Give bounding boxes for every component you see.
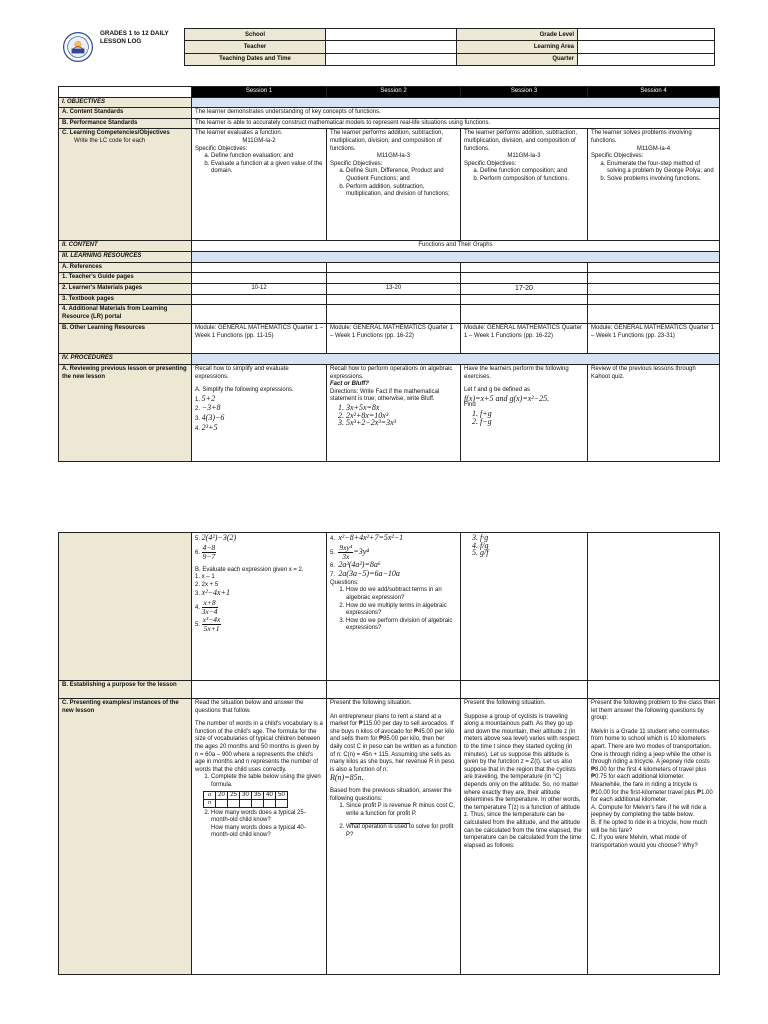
vocab-table-n-cell[interactable]: [264, 799, 276, 807]
page-2: [58, 532, 719, 975]
review-s1-b-item-3: 3. x²−4x+1: [195, 588, 230, 598]
form-title-line2: LESSON LOG: [100, 38, 142, 45]
review-cont-session-1: [192, 533, 327, 681]
comp-s1-spec: Specific Objectives:: [195, 145, 248, 152]
competency-session-2: [327, 129, 461, 241]
learning-area-label: Learning Area: [457, 41, 578, 53]
performance-standards-text: The learner is able to accurately construct mathematical models to represent real-life situations using functions.: [192, 118, 720, 129]
dates-field[interactable]: [326, 53, 457, 65]
vocabulary-table: [203, 791, 288, 808]
performance-standards-label: B. Performance Standards: [59, 118, 192, 129]
vocab-table-n-cell[interactable]: [276, 799, 288, 807]
competencies-title: C. Learning Competencies/Objectives: [62, 130, 170, 137]
purpose-s2: [327, 681, 461, 699]
review-s1-item-4: 4. 2³+5: [195, 422, 218, 432]
review-cont-session-3: [461, 533, 588, 681]
tb-s2: [327, 294, 461, 305]
session-1-header: Session 1: [192, 87, 327, 98]
quarter-label: Quarter: [457, 53, 578, 65]
vocab-table-n-cell[interactable]: [228, 799, 240, 807]
tg-s2: [327, 273, 461, 284]
review-s1-b-item-5: 5. $\frac{\text{x³−4x}}{5x+1}$: [195, 614, 221, 633]
review-s1-item-2: 2. −3+8: [195, 403, 221, 413]
header: [58, 28, 719, 66]
comp-s3-code: M11GM-Ia-3: [507, 153, 541, 160]
examples-s4-part-b: B. If he opted to ride in a tricycle, how much will be his fare?: [591, 819, 708, 834]
page-1: [58, 28, 719, 462]
lesson-log-table-page1: [58, 86, 720, 462]
comp-s4-a: a. Enumerate the four-step method of solving a problem by George Polya; and: [607, 161, 716, 176]
learning-area-field[interactable]: [578, 41, 715, 53]
header-meta-table: [184, 28, 715, 66]
purpose-label: B. Establishing a purpose for the lesson: [59, 681, 192, 699]
references-label: A. References: [59, 262, 192, 273]
vocab-table-a-cell: 35: [252, 791, 264, 799]
form-title-line1: GRADES 1 to 12 DAILY: [100, 30, 169, 37]
comp-s4-b: b. Solve problems involving functions.: [607, 176, 716, 184]
review-s2-item-6: 6. 2a³(4a²)=8a⁶: [330, 559, 381, 569]
review-cont-session-2: [327, 533, 461, 681]
objectives-band: [192, 97, 720, 108]
examples-label: C. Presenting examples/ instances of the new lesson: [59, 699, 192, 975]
review-s2-directions: Directions: Write Fact if the mathematical statement is true; otherwise, write Bluff.: [330, 388, 440, 403]
tg-s1: [192, 273, 327, 284]
lr-s1: [192, 305, 327, 324]
competency-session-4: [588, 129, 720, 241]
lr-s4: [588, 305, 720, 324]
review-s2-question-1: 1. How do we add/subtract terms in an algebraic expression?: [346, 587, 457, 602]
vocab-table-n-cell[interactable]: [252, 799, 264, 807]
purpose-s1: [192, 681, 327, 699]
school-label: School: [185, 29, 326, 41]
lm-s2: 13-20: [327, 283, 461, 294]
comp-s1-b: b. Evaluate a function at a given value of the domain.: [211, 161, 323, 176]
examples-session-4: [588, 699, 720, 975]
lr-portal-label: 4. Additional Materials from Learning Resource (LR) portal: [59, 305, 192, 324]
review-s3-item-5: 5. g/f: [480, 549, 584, 557]
examples-s1-body: The number of words in a child's vocabulary is a function of the child's age. The formula for the size of vocabularies of typical children between the ages 20 months and 50 months is given by n = 60a – 900 where a represents the child's age in months and n represents the number of words that the child uses correctly.: [195, 721, 323, 773]
form-title: [98, 28, 184, 66]
examples-session-1: [192, 699, 327, 975]
review-s1-item-3: 3. 4(3)−6: [195, 412, 225, 422]
examples-s1-intro: Read the situation below and answer the questions that follow.: [195, 700, 304, 714]
competency-session-3: [461, 129, 588, 241]
grade-level-field[interactable]: [578, 29, 715, 41]
tb-s4: [588, 294, 720, 305]
examples-s3-intro: Present the following situation.: [464, 700, 546, 706]
examples-s1-question-2a: 2. How many words does a typical 25-month-old child know?: [211, 809, 306, 824]
review-s3-intro: Have the learners perform the following exercises.: [464, 365, 569, 380]
examples-s1-question-2: [211, 810, 323, 840]
examples-s2-question-1: 1. Since profit P is revenue R minus cost C, write a function for profit P.: [346, 803, 457, 818]
review-s1-b-item-2: 2. 2x + 5: [195, 581, 219, 588]
review-s2-title: Fact or Bluff?: [330, 381, 369, 388]
review-label: A. Reviewing previous lesson or presenting the new lesson: [59, 364, 192, 461]
references-s3: [461, 262, 588, 273]
tg-s4: [588, 273, 720, 284]
examples-s4-part-c: C. If you were Melvin, what mode of transportation would you choose? Why?: [591, 835, 698, 849]
review-s1-item-1: 1. 5+2: [195, 393, 216, 403]
examples-s2-formula: R(n)=85n.: [330, 773, 364, 783]
review-s2-item-4: 4. x²−8+4x²+7=5x²−1: [330, 533, 404, 542]
review-s2-item-1: 1. 3x+5x=8x: [346, 404, 457, 412]
vocab-table-n-cell[interactable]: [216, 799, 228, 807]
comp-s3-spec: Specific Objectives:: [464, 160, 517, 167]
review-s2-intro: Recall how to perform operations on algebraic expressions.: [330, 365, 453, 380]
review-s1-b-item-1: 1. x – 1: [195, 574, 215, 581]
school-field[interactable]: [326, 29, 457, 41]
lesson-log-table-page2: [58, 532, 720, 975]
comp-s4-code: M11GM-Ia-4: [636, 145, 671, 152]
vocab-table-a-header: a: [204, 791, 216, 799]
lm-s3: 17-20: [461, 283, 588, 294]
resources-band: [192, 251, 720, 262]
review-continued-label: [59, 533, 192, 681]
comp-s2-code: M11GM-Ia-3: [376, 153, 411, 160]
session-2-header: Session 2: [327, 87, 461, 98]
other-resources-label: B. Other Learning Resources: [59, 324, 192, 354]
review-s2-item-2: 2. 2x²+8x=10x³: [346, 412, 457, 420]
review-s1-b-item-4: 4. $\frac{x+8}{3x-4}$: [195, 597, 218, 616]
objectives-heading: I. OBJECTIVES: [59, 97, 192, 108]
quarter-field[interactable]: [578, 53, 715, 65]
comp-s2-spec: Specific Objectives:: [330, 160, 383, 167]
review-s3-let: Let f and g be defined as: [464, 387, 531, 394]
comp-s1-a: a. Define function evaluation; and: [211, 153, 323, 161]
examples-s4-part-a: A. Compute for Melvin's fare if he will ride a jeepney by completing the table below.: [591, 804, 707, 819]
examples-s2-body: An entrepreneur plans to rent a stand at a market for ₱115.00 per day to sell avocados. If she buys n kilos of avocado for ₱45.00 per kilo and sells them for ₱85.00 per kilo, then her daily cost C in peso can be written as a function of n: C(n) = 45n + 115. Assuming she sells as many kilos as she buys, her revenue R in peso is also a function of n:: [330, 713, 457, 773]
review-s1-item-6: 6. $\frac{4-8}{9-7}$: [195, 542, 216, 561]
review-s2-item-5: 5. $\frac{\text{9xy⁴}}{3x}$ =3y⁴: [330, 542, 370, 561]
references-s2: [327, 262, 461, 273]
deped-seal-icon: [58, 28, 98, 66]
review-s3-item-1: 1. f+g: [480, 410, 584, 418]
review-s1-part-a: A. Simplify the following expressions.: [195, 387, 294, 394]
comp-s2-b: b. Perform addition, subtraction, multiplication, and division of functions;: [346, 184, 457, 199]
vocab-table-n-cell[interactable]: [240, 799, 252, 807]
review-s1-item-5: 5. 2(4²)−3(2): [195, 533, 237, 542]
review-s3-item-3: 3. f·g: [480, 534, 584, 542]
other-res-s1: Module: GENERAL MATHEMATICS Quarter 1 – Week 1 Functions (pp. 11-15): [192, 324, 327, 354]
content-text: Functions and Their Graphs: [192, 241, 720, 252]
examples-s4-intro: Present the following problem to the class then let them answer the following questions by group:: [591, 700, 716, 722]
lr-s3: [461, 305, 588, 324]
tb-s3: [461, 294, 588, 305]
review-session-1: [192, 364, 327, 461]
resources-heading: III. LEARNING RESOURCES: [59, 251, 192, 262]
examples-s2-based: Based from the previous situation, answer the following questions:: [330, 787, 452, 802]
review-s3-item-4: 4. f/g: [480, 542, 584, 550]
references-s4: [588, 262, 720, 273]
comp-s3-a: a. Define function composition; and: [480, 168, 584, 176]
tb-s1: [192, 294, 327, 305]
comp-s4-spec: Specific Objectives:: [591, 153, 644, 160]
review-s2-questions-label: Questions:: [330, 579, 359, 586]
review-s3-definition: f(x)=x+5 and g(x)=x²−25.: [464, 393, 550, 403]
examples-s1-question-2b: How many words does a typical 40-month-old child know?: [211, 824, 306, 839]
comp-s2-a: a. Define Sum, Difference, Product and Quotient Functions; and: [346, 168, 457, 183]
comp-s3-intro: The learner performs addition, subtraction, multiplication, division, and composition of functions.: [464, 130, 578, 152]
corner-cell: [59, 87, 192, 98]
teacher-field[interactable]: [326, 41, 457, 53]
lm-s1: 10-12: [192, 283, 327, 294]
review-s1-intro: Recall how to simplify and evaluate expressions.: [195, 365, 289, 380]
review-s3-item-2: 2. f−g: [480, 418, 584, 426]
review-s1-part-b: B. Evaluate each expression given x = 2.: [195, 566, 304, 573]
competencies-subtitle: Write the LC code for each: [74, 137, 146, 144]
review-session-4: Review of the previous lessons through Kahoot quiz.: [588, 364, 720, 461]
session-4-header: Session 4: [588, 87, 720, 98]
vocab-table-a-cell: 40: [264, 791, 276, 799]
grade-level-label: Grade Level: [457, 29, 578, 41]
other-res-s4: Module: GENERAL MATHEMATICS Quarter 1 – Week 1 Functions (pp. 23-31): [588, 324, 720, 354]
other-res-s2: Module: GENERAL MATHEMATICS Quarter 1 – Week 1 Functions (pp. 16-22): [327, 324, 461, 354]
examples-s2-question-2: 2. What operation is used to solve for profit P?: [346, 824, 457, 839]
review-s2-item-7: 7. 2a(3a−5)=6a−10a: [330, 569, 400, 579]
review-s2-question-3: 3. How do we perform division of algebraic expressions?: [346, 618, 457, 633]
procedures-heading: IV. PROCEDURES: [59, 354, 192, 365]
review-session-3: [461, 364, 588, 461]
examples-s1-question-1: 1. Complete the table below using the given formula.: [211, 774, 323, 789]
comp-s3-b: b. Perform composition of functions.: [480, 176, 584, 184]
tg-s3: [461, 273, 588, 284]
vocab-table-n-header: n: [204, 799, 216, 807]
purpose-s3: [461, 681, 588, 699]
lm-s4: [588, 283, 720, 294]
competency-session-1: [192, 129, 327, 241]
vocab-table-a-cell: 20: [216, 791, 228, 799]
vocab-table-a-cell: 30: [240, 791, 252, 799]
comp-s4-intro: The learner solves problems involving functions.: [591, 130, 692, 144]
procedures-band: [192, 354, 720, 365]
examples-s2-intro: Present the following situation.: [330, 700, 412, 706]
dates-label: Teaching Dates and Time: [185, 53, 326, 65]
content-heading: II. CONTENT: [59, 241, 192, 252]
vocab-table-a-cell: 25: [228, 791, 240, 799]
review-s3-find: Find: [464, 402, 476, 409]
review-s2-question-2: 2. How do we multiply terms in algebraic expressions?: [346, 603, 457, 618]
other-res-s3: Module: GENERAL MATHEMATICS Quarter 1 – Week 1 Functions (pp. 16-22): [461, 324, 588, 354]
content-standards-text: The learner demonstrates understanding of key concepts of functions.: [192, 108, 720, 119]
textbook-pages-label: 3. Textbook pages: [59, 294, 192, 305]
review-cont-session-4: [588, 533, 720, 681]
review-session-2: [327, 364, 461, 461]
comp-s2-intro: The learner performs addition, subtraction, multiplication, division, and composition of functions.: [330, 130, 444, 152]
vocab-table-a-cell: 50: [276, 791, 288, 799]
comp-s1-intro: The learner evaluates a function.: [195, 130, 283, 137]
examples-session-3: [461, 699, 588, 975]
references-s1: [192, 262, 327, 273]
session-3-header: Session 3: [461, 87, 588, 98]
teacher-label: Teacher: [185, 41, 326, 53]
comp-s1-code: M11GM-Ia-2: [242, 137, 276, 144]
review-s2-item-3: 3. 5x³+2−2x³=3x³: [346, 419, 457, 427]
examples-s4-body: Melvin is a Grade 11 student who commutes from home to school which is 10 kilometers apart. There are two modes of transportation. One is through riding a jeep while the other is through riding a tricycle. A jeepney ride costs ₱8.00 for the first 4 kilometers of travel plus ₱0.75 for each additional kilometer. Meanwhile, the fare in riding a tricycle is ₱10.00 for the first-kilometer travel plus ₱1.00 for each additional kilometer.: [591, 728, 713, 804]
content-standards-label: A. Content Standards: [59, 108, 192, 119]
examples-session-2: [327, 699, 461, 975]
purpose-s4: [588, 681, 720, 699]
lr-s2: [327, 305, 461, 324]
examples-s3-body: Suppose a group of cyclists is traveling along a mountainous path. As they go up and down the mountain, their altitude z (in meters above sea level) varies with respect to the time t since they started cycling (in minutes). Let us suppose this altitude is given by the function z = Z(t). Let us also suppose that in the region that the cyclists are traveling, the temperature (in °C) depends only on the altitude. So, no matter where exactly they are, their altitude determines the temperature. In other words, the temperature T(z) is a function of altitude z. Thus, since the temperature can be calculated from the altitude, and the altitude can be calculated from the time elapsed, the temperature can be calculated from the time elapsed as follows:: [464, 713, 582, 849]
tg-pages-label: 1. Teacher's Guide pages: [59, 273, 192, 284]
lm-pages-label: 2. Learner's Materials pages: [59, 283, 192, 294]
competencies-label: [59, 129, 192, 241]
